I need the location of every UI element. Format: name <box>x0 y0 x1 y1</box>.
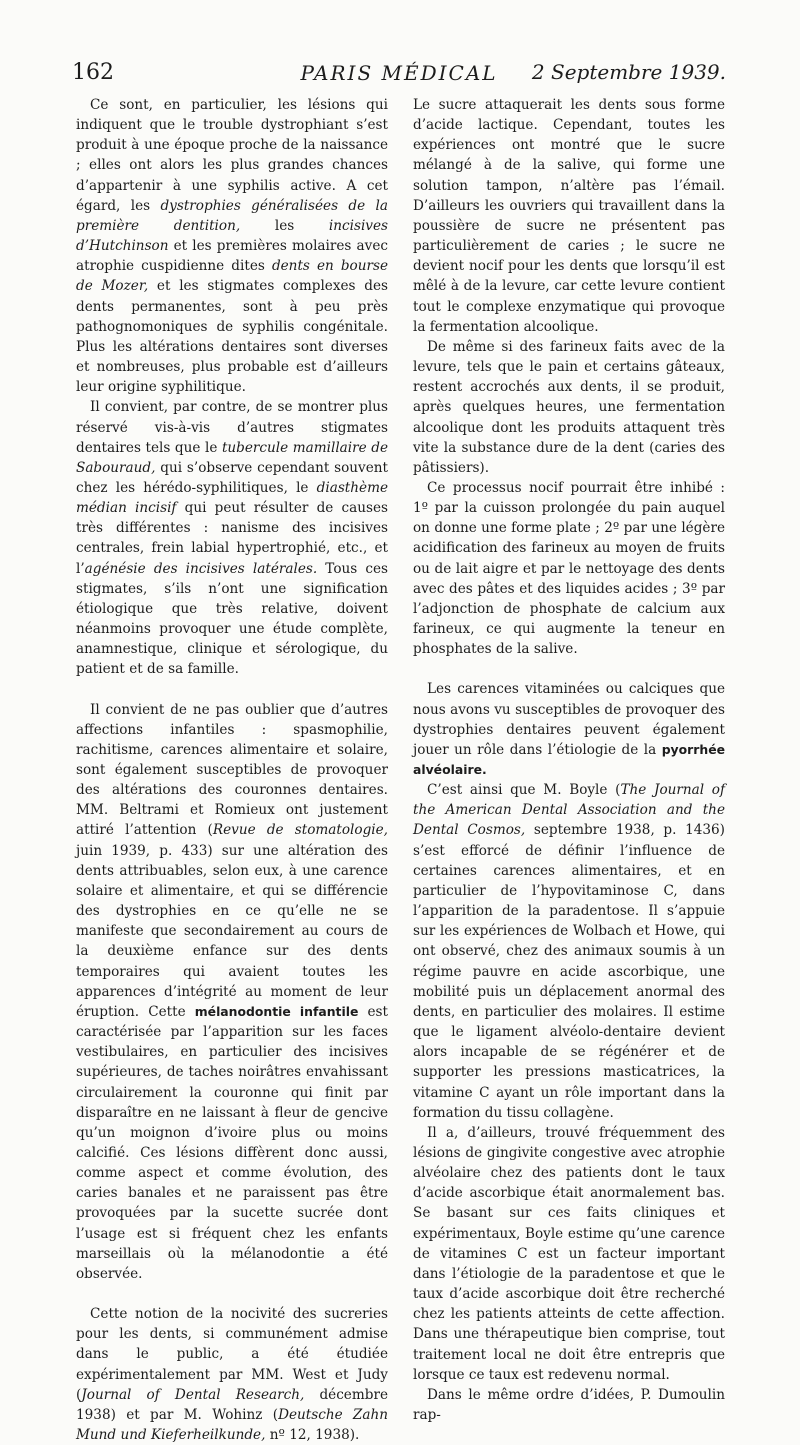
text-run: Dans le même ordre d’idées, P. Dumoulin rap- <box>413 1386 725 1423</box>
italic-run: Revue de stomatologie, <box>212 822 388 839</box>
text-run: Il convient de ne pas oublier que d’autres affections infantiles : spasmophilie, rachitisme, carences alimentaire et solaire, sont également susceptibles de provoquer des altérations des couronnes dentaires. MM. Beltrami et Romieux ont justement attiré l’attention ( <box>76 701 388 839</box>
right-column <box>413 95 725 1425</box>
paragraph-boyle <box>413 780 725 1123</box>
text-run: C’est ainsi que M. Boyle ( <box>427 782 621 799</box>
text-run: juin 1939, p. 433) sur une altération des dents attribuables, selon eux, à une carence solaire et alimentaire, et qui se différencie des dystrophies en ce qu’elle ne se manifeste que secondairement au cours de la deuxième enfance sur des dents temporaires qui avaient toutes les apparences d’intégrité au moment de leur éruption. Cette <box>76 842 388 1020</box>
text-run: et les stigmates complexes des dents permanentes, sont à peu près pathognomoniques de syphilis congénitale. Plus les altérations dentaires sont diverses et nombreuses, plus probable est d’ailleurs leur origine syphilitique. <box>76 278 389 396</box>
text-run: est caractérisée par l’apparition sur les faces vestibulaires, en particulier des incisives supérieures, de taches noirâtres envahissant circulairement la couronne qui finit par disparaître en ne laissant à fleur de gencive qu’un moignon d’ivoire plus ou moins calcifié. Ces lésions diffèrent donc aussi, comme aspect et comme évolution, des caries banales et ne paraissent pas être provoquées par la sucette sucrée dont l’usage est si fréquent chez les enfants marseillais où la mélanodontie a été observée. <box>76 1003 388 1282</box>
text-run: Ce processus nocif pourrait être inhibé : 1º par la cuisson prolongée du pain auquel on donne une forme plate ; 2º par une légère acidification des farineux au moyen de fruits ou de lait aigre et par le nettoyage des dents avec des pâtes et des liquides acides ; 3º par l’adjonction de phosphate de calcium aux farineux, ce qui augmente la teneur en phosphates de la salive. <box>413 479 725 658</box>
italic-run: dystrophies généralisées de la première dentition, <box>76 197 388 234</box>
text-run: Il a, d’ailleurs, trouvé fréquemment des lésions de gingivite congestive avec atrophie alvéolaire chez des patients dont le taux d’acide ascorbique était anormalement bas. Se basant sur ces faits cliniques et expérimentaux, Boyle estime qu’une carence de vitamines C est un facteur important dans l’étiologie de la paradentose et que le taux d’acide ascorbique doit être recherché chez les patients atteints de cette affection. Dans une thérapeutique bien comprise, tout traitement local ne doit être entrepris que lorsque ce taux est redevenu normal. <box>413 1124 725 1383</box>
issue-date: 2 Septembre 1939. <box>531 60 726 84</box>
italic-run: agénésie des incisives latérales. <box>84 560 318 577</box>
text-run: Ce sont, en particulier, les lésions qui indiquent que le trouble dystrophiant s’est produit à une époque proche de la naissance ; elles ont alors les plus grandes chances d’appartenir à une syphilis active. A cet égard, les <box>76 97 388 214</box>
italic-run: incisives d’Hutchinson <box>76 217 389 255</box>
text-run: De même si des farineux faits avec de la levure, tels que le pain et certains gâteaux, restent accrochés aux dents, il se produit, après quelques heures, une fermentation alcoolique dont les produits attaquent très vite la substance dure de la dent (caries des pâtissiers). <box>413 338 725 476</box>
bold-run: mélanodontie infantile <box>194 1003 359 1019</box>
text-run: qui s’observe cependant souvent chez les hérédo-syphilitiques, le <box>76 459 388 496</box>
text-run: nº 12, 1938). <box>265 1427 360 1443</box>
italic-run: dents en bourse de Mozer, <box>76 258 389 295</box>
text-run: et les premières molaires avec atrophie cuspidienne dites <box>76 238 388 275</box>
paragraph-farineux <box>413 337 725 478</box>
journal-title: PARIS MÉDICAL <box>300 61 498 85</box>
italic-run: tubercule mamillaire de Sabouraud, <box>76 439 388 476</box>
paragraph-dystrophies <box>76 95 388 397</box>
paragraph-melanodontie <box>76 700 388 1285</box>
paragraph-processus <box>413 478 725 659</box>
text-run: Cette notion de la nocivité des sucreries pour les dents, si communément admise dans le public, a été étudiée expérimentalement par MM. West et Judy ( <box>76 1306 388 1403</box>
italic-run: diasthème médian incisif <box>76 479 388 517</box>
text-run: qui peut résulter de causes très différentes : nanisme des incisives centrales, frein labial hypertrophié, etc., et l’ <box>76 500 388 577</box>
bold-run: pyorrhée alvéolaire. <box>413 741 725 777</box>
italic-run: Journal of Dental Research, <box>81 1386 305 1403</box>
left-column <box>76 95 388 1445</box>
text-run: Il convient, par contre, de se montrer plus réservé vis-à-vis d’autres stigmates dentaires tels que le <box>76 399 388 456</box>
paragraph-carences <box>413 679 725 780</box>
italic-run: The Journal of the American Dental Association and the Dental Cosmos, <box>413 782 725 839</box>
paragraph-gingivite <box>413 1123 725 1385</box>
paragraph-dumoulin <box>413 1385 725 1425</box>
paragraph-stigmates <box>76 397 388 679</box>
text-run: Tous ces stigmates, s’ils n’ont une signification étiologique que très relative, doivent néanmoins provoquer une étude complète, anamnestique, clinique et sérologique, du patient et de sa famille. <box>76 560 389 678</box>
page-number: 162 <box>72 60 114 85</box>
paragraph-sucreries <box>76 1304 388 1445</box>
text-run: septembre 1938, p. 1436) s’est efforcé de définir l’influence de certaines carences alimentaires, et en particulier de l’hypovitaminose C, dans l’apparition de la paradentose. Il s’appuie sur les expériences de Wolbach et Howe, qui ont observé, chez des animaux soumis à un régime pauvre en acide ascorbique, une mobilité puis un déplacement anormal des dents, en particulier des molaires. Il estime que le ligament alvéolo-dentaire devient alors incapable de se régénérer et de supporter les pressions masticatrices, la vitamine C ayant un rôle important dans la formation du tissu collagène. <box>413 822 725 1121</box>
text-run: les <box>240 217 329 234</box>
page-header <box>72 58 726 86</box>
text-run: décembre 1938) et par M. Wohinz ( <box>76 1386 388 1423</box>
text-run: Le sucre attaquerait les dents sous forme d’acide lactique. Cependant, toutes les expériences ont montré que le sucre mélangé à de la salive, qui forme une solution tampon, n’altère pas l’émail. D’ailleurs les ouvriers qui travaillent dans la poussière de sucre ne présentent pas particulièrement de caries ; le sucre ne devient nocif pour les dents que lorsqu’il est mêlé à de la levure, car cette levure contient tout le complexe enzymatique qui provoque la fermentation alcoolique. <box>413 97 725 335</box>
text-run: Les carences vitaminées ou calciques que nous avons vu susceptibles de provoquer des dystrophies dentaires peuvent également jouer un rôle dans l’étiologie de la <box>413 681 725 758</box>
paragraph-sucre <box>413 95 725 337</box>
italic-run: Deutsche Zahn Mund und Kieferheilkunde, <box>76 1406 388 1443</box>
